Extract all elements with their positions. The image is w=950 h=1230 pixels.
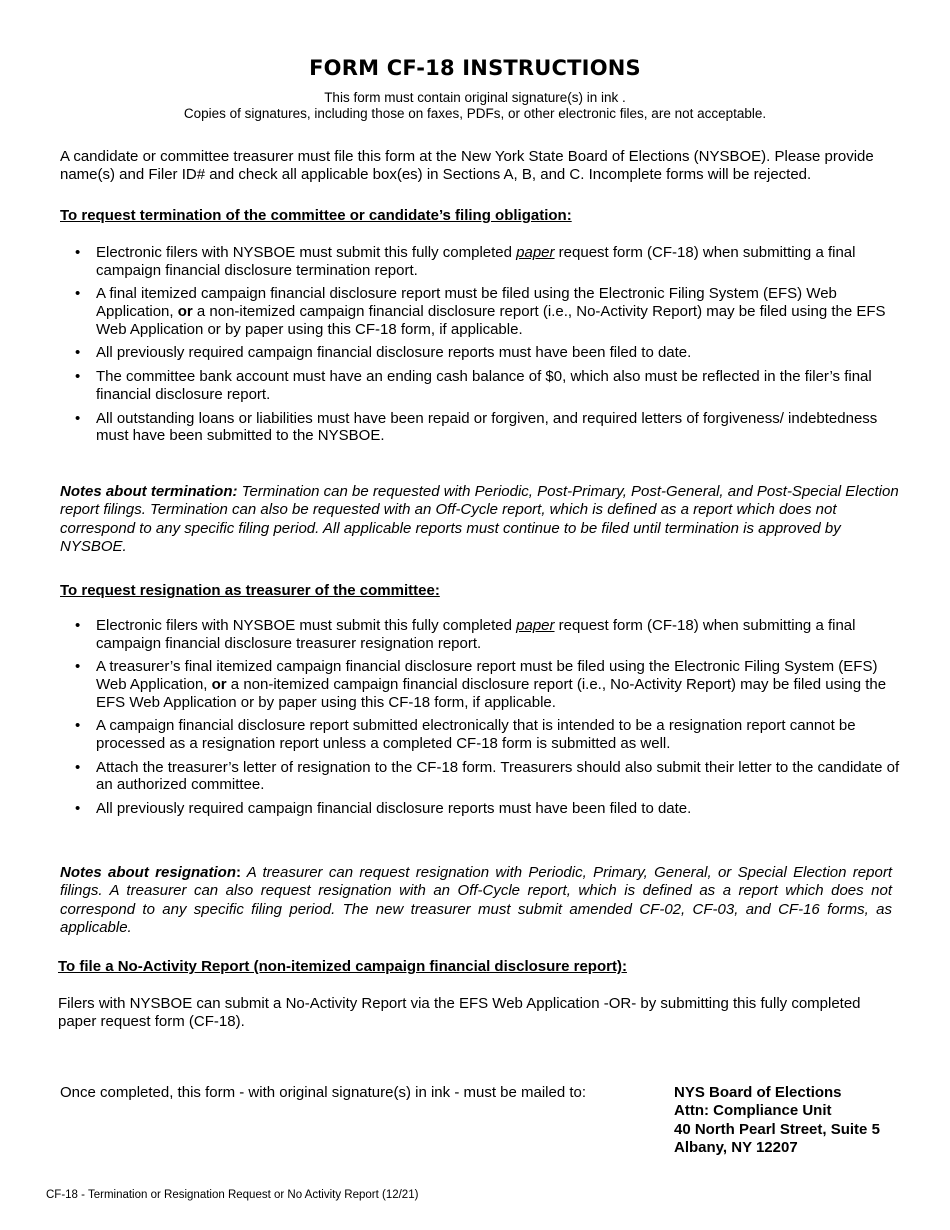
copies-not-acceptable-note: Copies of signatures, including those on faxes, PDFs, or other electronic files, are not acceptable.	[183, 106, 767, 121]
list-item	[60, 658, 900, 711]
bullet-text: a non-itemized campaign financial disclosure report (i.e., No-Activity Report) may be filed using the EFS Web Application or by paper using this CF-18 form, if applicable.	[96, 675, 887, 711]
bullet-text: All outstanding loans or liabilities must have been repaid or forgiven, and required letters of forgiveness/ indebtedness must have been submitted to the NYSBOE.	[96, 409, 878, 445]
resignation-bullet-list	[60, 617, 900, 824]
resignation-notes	[60, 864, 892, 938]
bullet-text: The committee bank account must have an ending cash balance of $0, which also must be reflected in the filer’s final financial disclosure report.	[96, 368, 872, 403]
bullet-text: All previously required campaign financial disclosure reports must have been filed to date.	[96, 800, 692, 818]
notes-label: Notes about resignation	[60, 864, 236, 881]
emphasis-text: paper	[516, 244, 555, 261]
bullet-text: A campaign financial disclosure report submitted electronically that is intended to be a resignation report cannot be processed as a resignation report unless a completed CF-18 form is submitted as well.	[96, 717, 856, 752]
list-item	[60, 800, 900, 818]
resignation-heading: To request resignation as treasurer of the committee:	[60, 582, 440, 599]
no-activity-paragraph: Filers with NYSBOE can submit a No-Activity Report via the EFS Web Application -OR- by submitting this fully completed paper request form (CF-18).	[58, 995, 861, 1031]
bullet-text: A final itemized campaign financial disclosure report must be filed using the Electronic Filing System (EFS) Web Application,	[96, 285, 837, 320]
bullet-icon: •	[75, 758, 81, 776]
address-line: Attn: Compliance Unit	[674, 1102, 832, 1120]
bullet-icon: •	[75, 717, 81, 735]
bullet-icon: •	[75, 658, 81, 676]
signature-requirement-note: This form must contain original signature(s) in ink .	[324, 90, 626, 105]
list-item	[60, 285, 900, 338]
list-item	[60, 617, 900, 652]
bullet-text: Electronic filers with NYSBOE must submit this fully completed	[96, 617, 517, 634]
bullet-text: a non-itemized campaign financial disclosure report (i.e., No-Activity Report) may be filed using the EFS Web Application or by paper using this CF-18 form, if applicable.	[96, 302, 886, 338]
list-item	[60, 244, 900, 279]
address-line: Albany, NY 12207	[674, 1139, 798, 1157]
mailing-instruction: Once completed, this form - with original signature(s) in ink - must be mailed to:	[60, 1084, 587, 1101]
bullet-text: A treasurer’s final itemized campaign financial disclosure report must be filed using the Electronic Filing System (EFS) Web Application,	[96, 658, 878, 693]
list-item	[60, 759, 900, 794]
bullet-icon: •	[75, 409, 81, 427]
list-item	[60, 344, 900, 362]
bullet-icon: •	[75, 285, 81, 303]
bullet-text: request form (CF-18) when submitting a final campaign financial disclosure treasurer resignation report.	[96, 617, 856, 652]
bullet-icon: •	[75, 617, 81, 634]
page-title: FORM CF-18 INSTRUCTIONS	[309, 56, 641, 80]
list-item	[60, 410, 900, 445]
notes-text: Termination can be requested with Periodic, Post-Primary, Post-General, and Post-Special Election report filings. Termination can also be requested with an Off-Cycle report, which is defined as a report which does not correspond to any specific filing period. All applicable reports must continue to be filed until termination is approved by NYSBOE.	[60, 483, 899, 556]
bullet-icon: •	[75, 368, 81, 386]
bullet-icon: •	[75, 344, 81, 362]
intro-paragraph: A candidate or committee treasurer must file this form at the New York State Board of Elections (NYSBOE). Please provide name(s) and Filer ID# and check all applicable box(es) in Sections A, B, and C. Incomplete forms will be rejected.	[60, 148, 874, 184]
list-item	[60, 368, 900, 403]
notes-label: Notes about termination:	[60, 483, 238, 500]
termination-heading: To request termination of the committee or candidate’s filing obligation:	[60, 207, 572, 224]
bullet-text: Attach the treasurer’s letter of resignation to the CF-18 form. Treasurers should also submit their letter to the candidate of an authorized committee.	[96, 758, 900, 794]
address-line: 40 North Pearl Street, Suite 5	[674, 1120, 880, 1138]
notes-text: A treasurer can request resignation with Periodic, Primary, General, or Special Election report filings. A treasurer can also request resignation with an Off-Cycle report, which is defined as a report which does not correspond to any specific filing period. The new treasurer must submit amended CF-02, CF-03, and CF-16 forms, as applicable.	[60, 864, 892, 937]
mailing-address	[674, 1084, 880, 1158]
list-item	[60, 717, 900, 752]
bold-text: or	[211, 675, 227, 693]
emphasis-text: paper	[516, 617, 555, 634]
address-line: NYS Board of Elections	[674, 1084, 842, 1101]
bullet-text: request form (CF-18) when submitting a final campaign financial disclosure termination report.	[96, 244, 856, 279]
bold-text: or	[177, 302, 193, 320]
notes-colon: :	[235, 864, 241, 881]
bullet-icon: •	[75, 800, 81, 818]
termination-notes	[60, 483, 900, 557]
bullet-text: All previously required campaign financial disclosure reports must have been filed to date.	[96, 344, 692, 362]
bullet-text: Electronic filers with NYSBOE must submit this fully completed	[96, 244, 517, 261]
form-footer: CF-18 - Termination or Resignation Request or No Activity Report (12/21)	[46, 1189, 419, 1201]
bullet-icon: •	[75, 244, 81, 261]
termination-bullet-list	[60, 244, 900, 451]
no-activity-heading: To file a No-Activity Report (non-itemized campaign financial disclosure report):	[58, 958, 627, 975]
